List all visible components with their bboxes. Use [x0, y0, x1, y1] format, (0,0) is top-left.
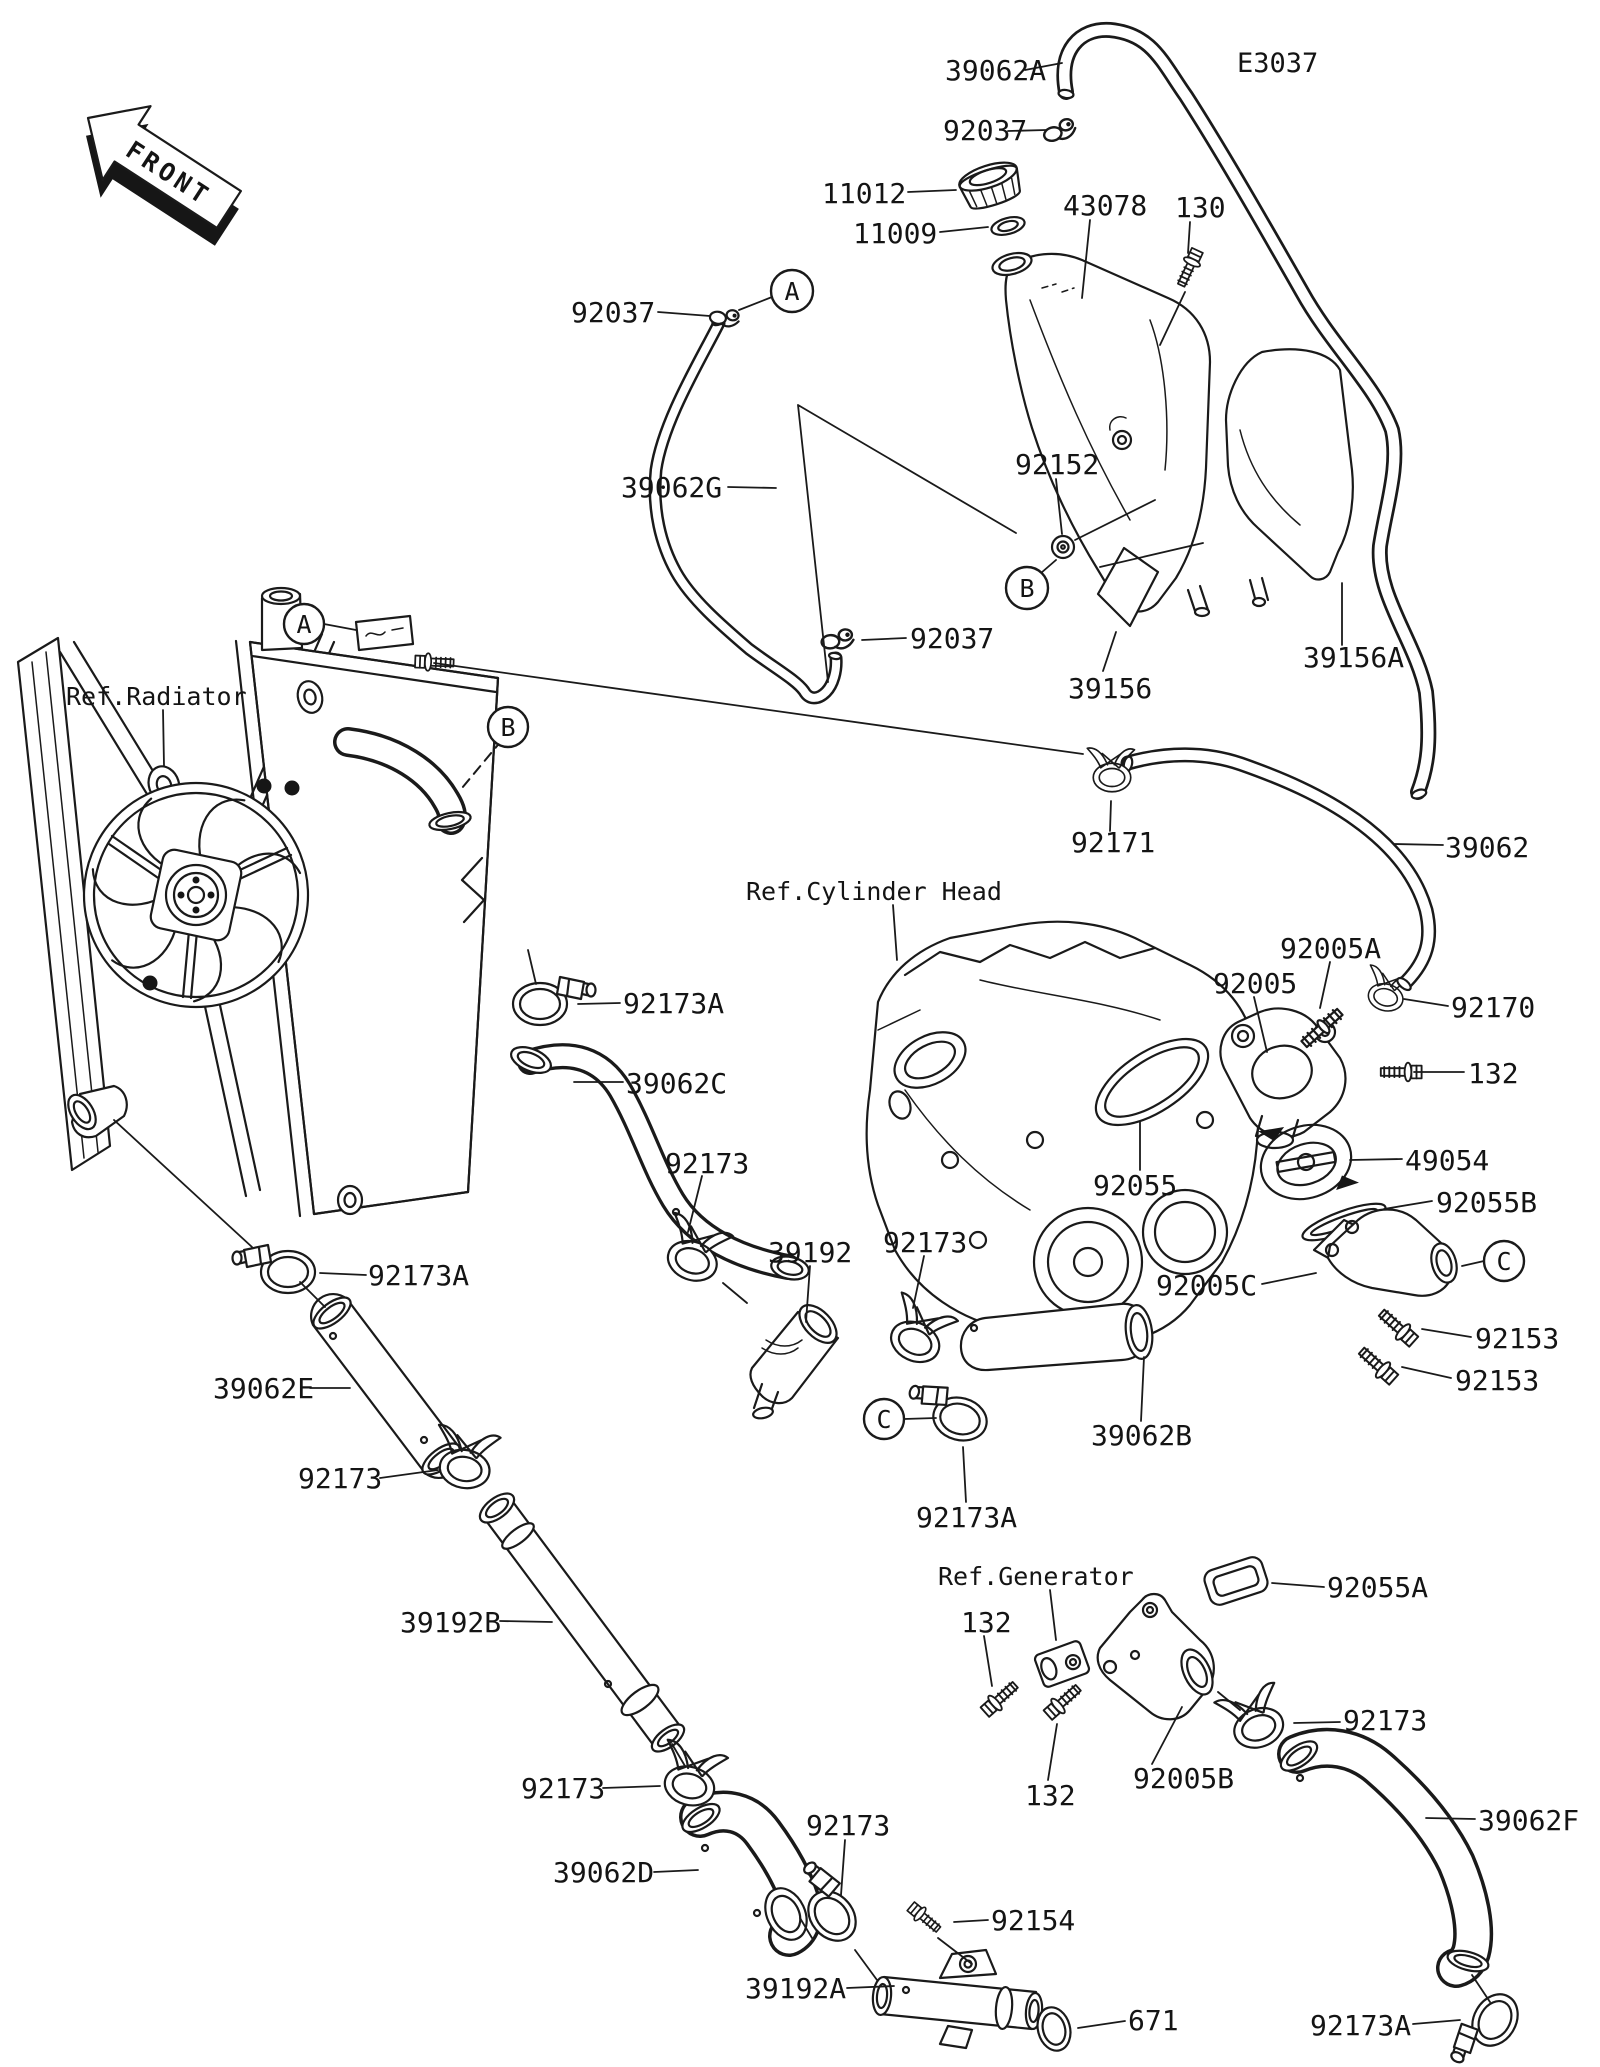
label-92173-1: 92173	[665, 1147, 750, 1180]
callout-c-cover: C	[1496, 1247, 1512, 1276]
label-92037-a: 92037	[571, 296, 656, 329]
label-39156: 39156	[1068, 672, 1153, 705]
hose-39062f	[1276, 1736, 1491, 1975]
callout-a-radiator: A	[296, 610, 312, 639]
label-43078: 43078	[1063, 189, 1148, 222]
callout-b-radiator: B	[500, 713, 516, 742]
bolt-92153-upper	[1375, 1305, 1420, 1349]
label-92005a: 92005A	[1280, 932, 1382, 965]
gasket-11009	[990, 214, 1027, 238]
grommet-92152	[1052, 536, 1074, 558]
pipe-39192a	[871, 1950, 1043, 2048]
cover-39156a	[1226, 349, 1353, 606]
callout-a-hose: A	[784, 277, 800, 306]
label-39062f: 39062F	[1478, 1804, 1580, 1837]
label-132-right: 132	[1468, 1057, 1519, 1090]
label-92055a: 92055A	[1327, 1571, 1429, 1604]
label-130: 130	[1175, 191, 1226, 224]
label-39062g: 39062G	[621, 471, 723, 504]
bolt-130	[1173, 247, 1205, 289]
callout-c-clamp: C	[876, 1405, 892, 1434]
label-39062: 39062	[1445, 831, 1530, 864]
label-11009: 11009	[853, 217, 938, 250]
label-92173-5: 92173	[806, 1809, 891, 1842]
label-39062d: 39062D	[553, 1856, 655, 1889]
label-92173a-3: 92173A	[368, 1259, 470, 1292]
bolt-92153-lower	[1355, 1343, 1400, 1387]
pipe-39192b	[475, 1488, 689, 1757]
label-39192a: 39192A	[745, 1972, 847, 2005]
front-arrow	[55, 81, 259, 264]
label-11012: 11012	[822, 177, 907, 210]
cap-11012	[956, 157, 1025, 214]
clip-92037-top	[1041, 117, 1077, 143]
label-92173a-4: 92173A	[1310, 2009, 1412, 2042]
label-39156a: 39156A	[1303, 641, 1405, 674]
label-92153-upper: 92153	[1475, 1322, 1560, 1355]
label-92173-2: 92173	[883, 1226, 968, 1259]
label-92154: 92154	[991, 1904, 1076, 1937]
label-92055: 92055	[1093, 1169, 1178, 1202]
label-92005c: 92005C	[1156, 1269, 1258, 1302]
label-92037-top: 92037	[943, 114, 1028, 147]
callout-b-tank: B	[1019, 574, 1035, 603]
clamp-92171	[1087, 748, 1134, 792]
hose-39062e	[308, 1292, 464, 1480]
clamp-92173a-1	[513, 977, 596, 1025]
label-49054: 49054	[1405, 1144, 1490, 1177]
generator-bracket	[1034, 1640, 1091, 1688]
label-ref-cylinder-head: Ref.Cylinder Head	[746, 877, 1002, 906]
label-ref-radiator: Ref.Radiator	[66, 682, 247, 711]
label-92173-4: 92173	[521, 1772, 606, 1805]
label-671: 671	[1128, 2004, 1179, 2037]
radiator-fan	[84, 783, 308, 1007]
label-39192b: 39192B	[400, 1606, 502, 1639]
label-92153-lower: 92153	[1455, 1364, 1540, 1397]
label-39062b: 39062B	[1091, 1419, 1193, 1452]
label-92055b: 92055B	[1436, 1186, 1538, 1219]
label-39062e: 39062E	[213, 1372, 315, 1405]
fitting-92005b	[1098, 1594, 1219, 1719]
clip-92037-b	[821, 629, 854, 650]
label-92152: 92152	[1015, 448, 1100, 481]
gasket-92055a	[1202, 1555, 1270, 1608]
label-39062a: 39062A	[945, 54, 1047, 87]
label-92173-3: 92173	[298, 1462, 383, 1495]
clamp-92173a-2	[901, 1379, 993, 1447]
label-92173a-1: 92173A	[623, 987, 725, 1020]
label-92037-b: 92037	[910, 622, 995, 655]
label-92005b: 92005B	[1133, 1762, 1235, 1795]
reservoir-tank-illustration	[956, 157, 1353, 626]
label-92173-6: 92173	[1343, 1704, 1428, 1737]
label-ref-generator: Ref.Generator	[938, 1562, 1134, 1591]
hose-39062g	[655, 315, 841, 698]
hose-39062d	[678, 1798, 815, 1946]
label-132-gen-left: 132	[961, 1606, 1012, 1639]
label-92005: 92005	[1213, 967, 1298, 1000]
bolt-92154	[906, 1900, 944, 1936]
front-marker-text: FRONT	[120, 135, 217, 212]
label-132-gen-bottom: 132	[1025, 1779, 1076, 1812]
label-39192: 39192	[768, 1236, 853, 1269]
label-92171: 92171	[1071, 826, 1156, 859]
label-92173a-2: 92173A	[916, 1501, 1018, 1534]
bolt-132-gen-left	[979, 1678, 1022, 1719]
label-39062c: 39062C	[626, 1067, 728, 1100]
diagram-code: E3037	[1237, 48, 1319, 79]
pipe-39192	[750, 1298, 843, 1420]
label-92170: 92170	[1451, 991, 1536, 1024]
